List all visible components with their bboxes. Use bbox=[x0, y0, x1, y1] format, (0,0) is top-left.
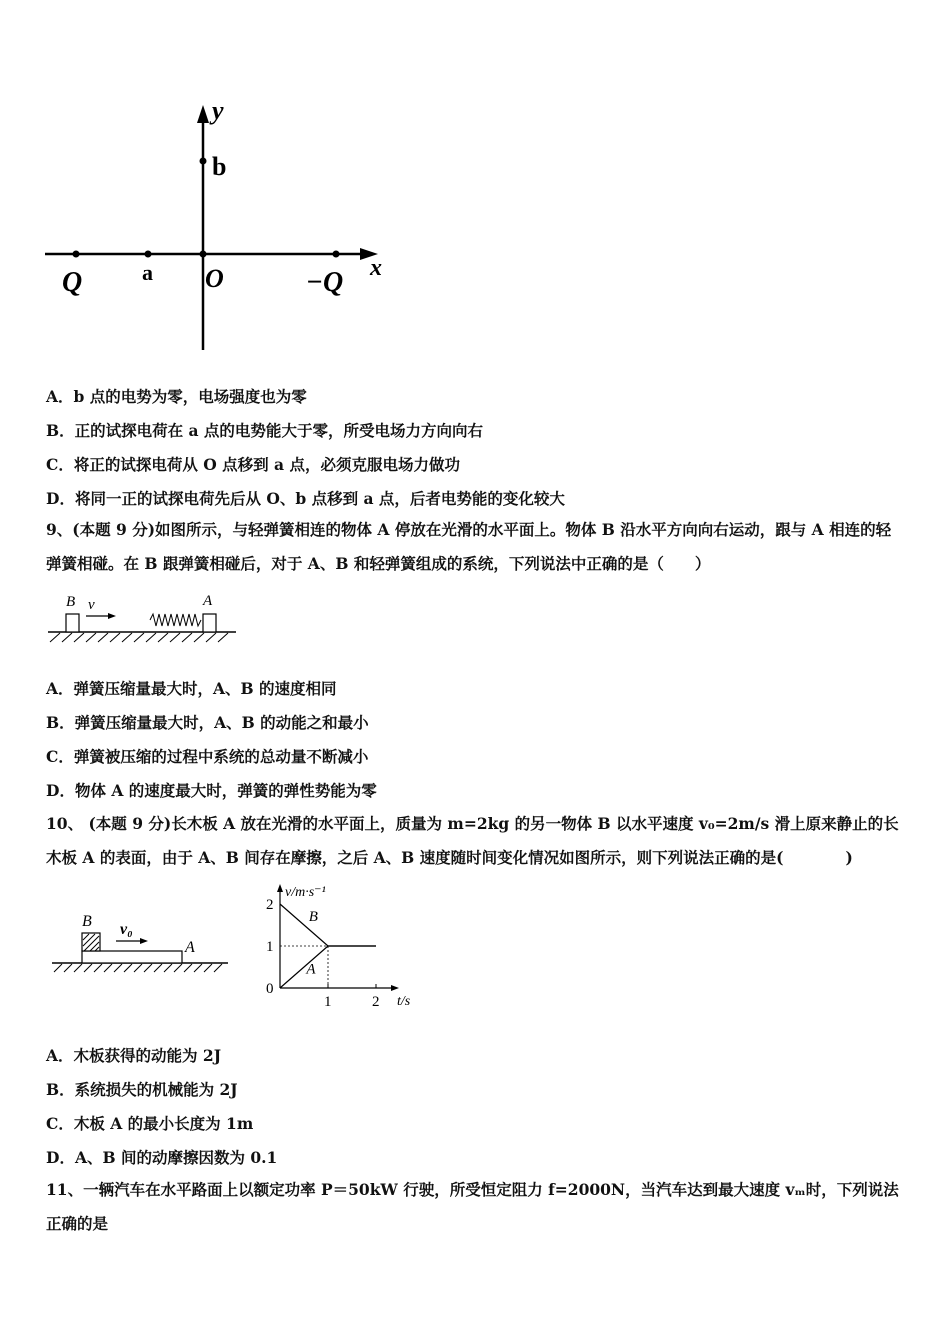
x-tick-label-1: 1 bbox=[324, 994, 332, 1010]
block-B-label: B bbox=[82, 913, 92, 930]
point-negQ-label: −Q bbox=[306, 267, 344, 298]
board-A bbox=[82, 951, 182, 963]
point-b bbox=[200, 158, 207, 165]
series-label-B: B bbox=[308, 908, 318, 925]
q8-option-b: B．正的试探电荷在 a 点的电势能大于零，所受电场力方向向右 bbox=[46, 421, 483, 440]
board-A-label: A bbox=[185, 939, 195, 956]
q8-option-c: C．将正的试探电荷从 O 点移到 a 点，必须克服电场力做功 bbox=[46, 455, 460, 474]
q10-stem: 10、 (本题 9 分)长木板 A 放在光滑的水平面上，质量为 m=2kg 的另一物体 B 以水平速度 v₀=2m/s 滑上原来静止的长木板 A 的表面，由于 A、B 间存在摩擦，之后 A、B 速度随时间变化情况如图所示，则下列说法正确的是( ) bbox=[46, 814, 899, 867]
x-tick-label-2: 2 bbox=[372, 994, 380, 1010]
chart-x-arrow bbox=[391, 985, 399, 991]
y-tick-label-1: 1 bbox=[266, 939, 274, 955]
board-block-figure bbox=[48, 910, 238, 980]
q9-option-b: B．弹簧压缩量最大时，A、B 的动能之和最小 bbox=[46, 713, 369, 732]
point-a-label: a bbox=[142, 260, 153, 285]
series-label-A: A bbox=[306, 961, 316, 978]
velocity-arrowhead bbox=[140, 938, 148, 944]
q10-option-a: A．木板获得的动能为 2J bbox=[46, 1046, 222, 1065]
origin-label: O bbox=[205, 264, 224, 293]
ground-hatching bbox=[50, 633, 228, 642]
velocity-time-chart bbox=[255, 880, 435, 1015]
charge-axes-figure bbox=[40, 95, 400, 355]
q9-option-a: A．弹簧压缩量最大时，A、B 的速度相同 bbox=[46, 679, 337, 698]
origin-point bbox=[200, 251, 207, 258]
point-negQ bbox=[333, 251, 340, 258]
chart-y-label: v/m·s⁻¹ bbox=[285, 885, 326, 900]
ground-hatching bbox=[54, 964, 222, 972]
y-axis-label: y bbox=[212, 96, 224, 125]
spring bbox=[150, 614, 201, 626]
velocity-arrowhead bbox=[108, 613, 116, 619]
q9-stem: 9、(本题 9 分)如图所示，与轻弹簧相连的物体 A 停放在光滑的水平面上。物体 B 沿水平方向向右运动，跟与 A 相连的轻弹簧相碰。在 B 跟弹簧相碰后，对于 A、B 和轻弹簧组成的系统，下列说法中正确的是（ ） bbox=[46, 520, 892, 573]
chart-x-label: t/s bbox=[397, 994, 411, 1009]
chart-y-arrow bbox=[277, 884, 283, 892]
q10-option-b: B．系统损失的机械能为 2J bbox=[46, 1080, 238, 1099]
series-line-B bbox=[280, 904, 376, 946]
block-B-label: B bbox=[66, 594, 76, 610]
q9-option-d: D．物体 A 的速度最大时，弹簧的弹性势能为零 bbox=[46, 781, 377, 800]
q10-option-c: C．木板 A 的最小长度为 1m bbox=[46, 1114, 254, 1133]
point-a bbox=[145, 251, 152, 258]
block-A bbox=[203, 614, 216, 632]
q8-option-a: A．b 点的电势为零，电场强度也为零 bbox=[46, 387, 307, 406]
point-Q-label: Q bbox=[62, 267, 83, 298]
y-axis-arrow bbox=[197, 105, 209, 123]
q10-option-d: D．A、B 间的动摩擦因数为 0.1 bbox=[46, 1148, 278, 1167]
spring-system-figure bbox=[46, 590, 246, 646]
velocity-label: v₀ bbox=[120, 921, 133, 938]
velocity-label: v bbox=[88, 597, 95, 613]
q11-stem: 11、一辆汽车在水平路面上以额定功率 P＝50kW 行驶，所受恒定阻力 f=2000N，当汽车达到最大速度 vₘ时，下列说法正确的是 bbox=[46, 1180, 899, 1233]
q9-option-c: C．弹簧被压缩的过程中系统的总动量不断减小 bbox=[46, 747, 369, 766]
y-tick-label-2: 2 bbox=[266, 897, 274, 913]
q8-option-d: D．将同一正的试探电荷先后从 O、b 点移到 a 点，后者电势能的变化较大 bbox=[46, 489, 565, 508]
point-Q bbox=[73, 251, 80, 258]
block-B bbox=[66, 614, 79, 632]
point-b-label: b bbox=[212, 152, 227, 181]
y-tick-label-0: 0 bbox=[266, 981, 274, 997]
block-A-label: A bbox=[203, 593, 213, 609]
x-axis-label: x bbox=[370, 255, 382, 281]
